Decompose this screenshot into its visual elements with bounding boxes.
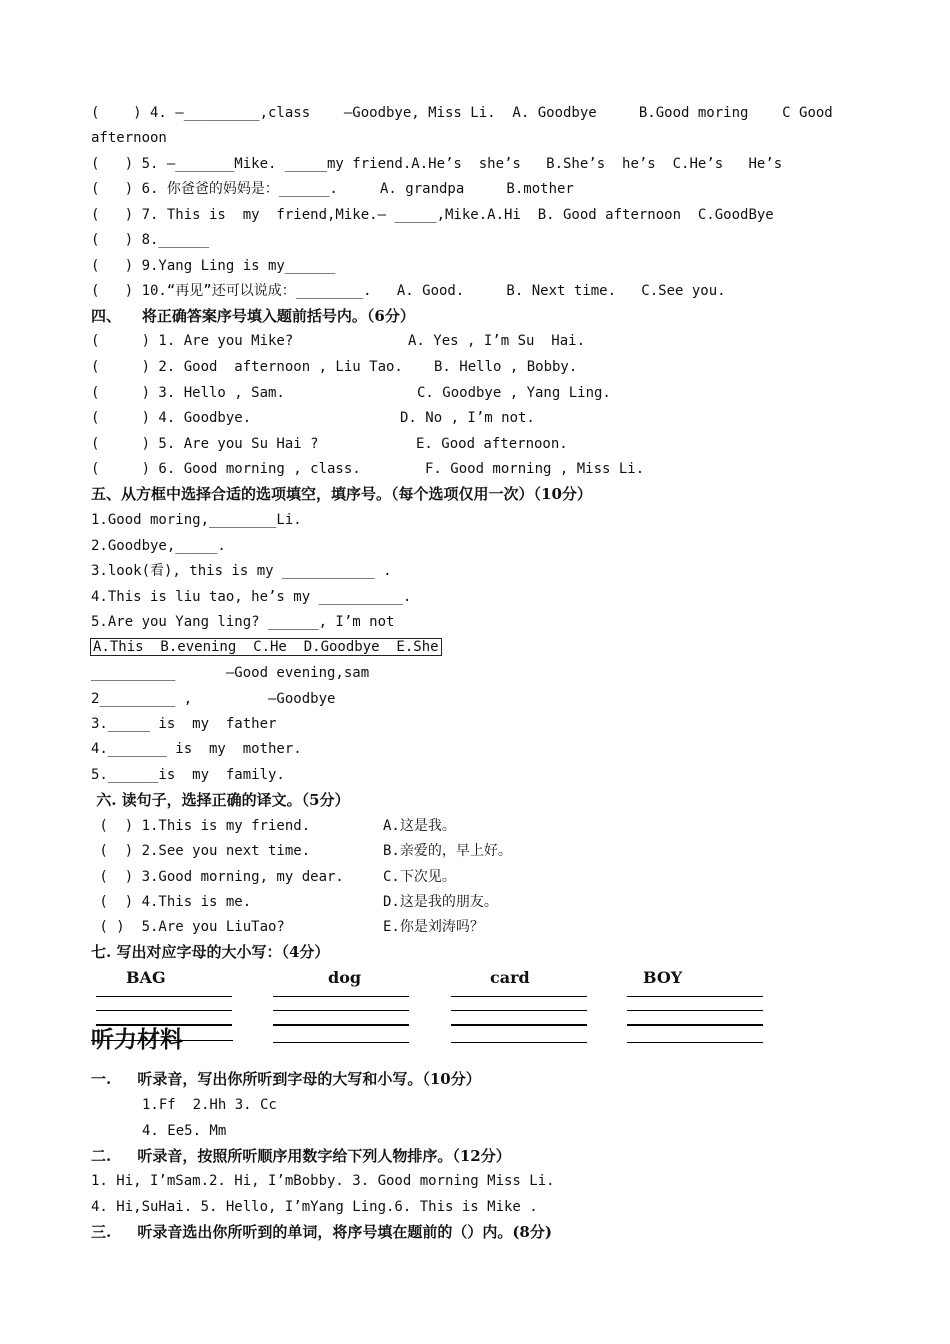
q7-line: ( ) 7. This is my friend,Mike.— _____,Mike.A.Hi B. Good afternoon C.GoodBye <box>91 207 774 223</box>
translation-option: C.下次见。 <box>383 869 456 885</box>
fill-item: 3._____ is my father <box>91 716 277 732</box>
q6-line: ( ) 6. 你爸爸的妈妈是：______. A. grandpa B.mother <box>91 181 574 197</box>
q9-line: ( ) 9.Yang Ling is my______ <box>91 258 336 274</box>
listening-part3-heading: 三. 听录音选出你所听到的单词，将序号填在题前的（）内。(8分) <box>91 1223 552 1241</box>
letter-word: BAG <box>126 968 166 987</box>
listening-line: 4. Ee5. Mm <box>142 1123 227 1139</box>
answer-option: B. Hello , Bobby. <box>434 359 578 375</box>
q4-line-cont: afternoon <box>91 130 167 146</box>
fill-item: 2.Goodbye,_____. <box>91 538 226 554</box>
list-item: ( ) 4.This is me. <box>91 894 252 910</box>
answer-option: A. Yes , I’m Su Hai. <box>408 333 586 349</box>
answer-option: E. Good afternoon. <box>416 436 568 452</box>
fill-item: 5.______is my family. <box>91 767 285 783</box>
options-box: A.This B.evening C.He D.Goodbye E.She <box>90 638 442 656</box>
listening-line: 1. Hi, I’mSam.2. Hi, I’mBobby. 3. Good morning Miss Li. <box>91 1173 555 1189</box>
answer-option: D. No , I’m not. <box>400 410 535 426</box>
fill-item: 2_________ , —Goodbye <box>91 691 336 707</box>
letter-word: card <box>490 968 530 987</box>
list-item: ( ) 5.Are you LiuTao? <box>91 919 285 935</box>
list-item: ( ) 4. Goodbye. <box>91 410 252 426</box>
list-item: ( ) 1. Are you Mike? <box>91 333 294 349</box>
q5-line: ( ) 5. —_______Mike. _____my friend.A.He’s she’s B.She’s he’s C.He’s He’s <box>91 156 783 172</box>
answer-option: F. Good morning , Miss Li. <box>425 461 645 477</box>
q8-line: ( ) 8.______ <box>91 232 210 248</box>
section6-heading: 六. 读句子，选择正确的译文。（5分） <box>91 791 350 809</box>
letter-word: BOY <box>643 968 683 987</box>
section4-heading: 四、 将正确答案序号填入题前括号内。（6分） <box>91 307 415 325</box>
translation-option: E.你是刘涛吗？ <box>383 919 484 935</box>
section7-heading: 七. 写出对应字母的大小写：（4分） <box>91 943 330 961</box>
list-item: ( ) 6. Good morning , class. <box>91 461 361 477</box>
fill-item: 5.Are you Yang ling? ______, I’m not <box>91 614 395 630</box>
translation-option: A.这是我。 <box>383 818 456 834</box>
list-item: ( ) 3.Good morning, my dear. <box>91 869 344 885</box>
list-item: ( ) 2.See you next time. <box>91 843 311 859</box>
fill-item: __________ —Good evening,sam <box>91 665 370 681</box>
listening-title: 听力材料 <box>91 1026 183 1053</box>
list-item: ( ) 3. Hello , Sam. <box>91 385 285 401</box>
q4-line: ( ) 4. —_________,class —Goodbye, Miss Li. A. Goodbye B.Good moring C Good <box>91 105 833 121</box>
fill-item: 4._______ is my mother. <box>91 741 302 757</box>
list-item: ( ) 1.This is my friend. <box>91 818 311 834</box>
section5-heading: 五、从方框中选择合适的选项填空，填序号。（每个选项仅用一次）（10分） <box>91 485 592 503</box>
list-item: ( ) 2. Good afternoon , Liu Tao. <box>91 359 403 375</box>
q10-line: ( ) 10.“再见”还可以说成：________. A. Good. B. Next time. C.See you. <box>91 283 726 299</box>
answer-option: C. Goodbye , Yang Ling. <box>417 385 611 401</box>
title-overline <box>91 1040 233 1041</box>
letter-word: dog <box>328 968 362 987</box>
fill-item: 4.This is liu tao, he’s my __________. <box>91 589 412 605</box>
listening-part1-heading: 一. 听录音，写出你所听到字母的大写和小写。（10分） <box>91 1070 481 1088</box>
list-item: ( ) 5. Are you Su Hai ? <box>91 436 319 452</box>
translation-option: D.这是我的朋友。 <box>383 894 498 910</box>
translation-option: B.亲爱的，早上好。 <box>383 843 512 859</box>
listening-line: 1.Ff 2.Hh 3. Cc <box>142 1097 277 1113</box>
listening-line: 4. Hi,SuHai. 5. Hello, I’mYang Ling.6. This is Mike . <box>91 1199 538 1215</box>
fill-item: 3.look(看), this is my ___________ . <box>91 563 392 579</box>
fill-item: 1.Good moring,________Li. <box>91 512 302 528</box>
listening-part2-heading: 二. 听录音，按照所听顺序用数字给下列人物排序。（12分） <box>91 1147 511 1165</box>
